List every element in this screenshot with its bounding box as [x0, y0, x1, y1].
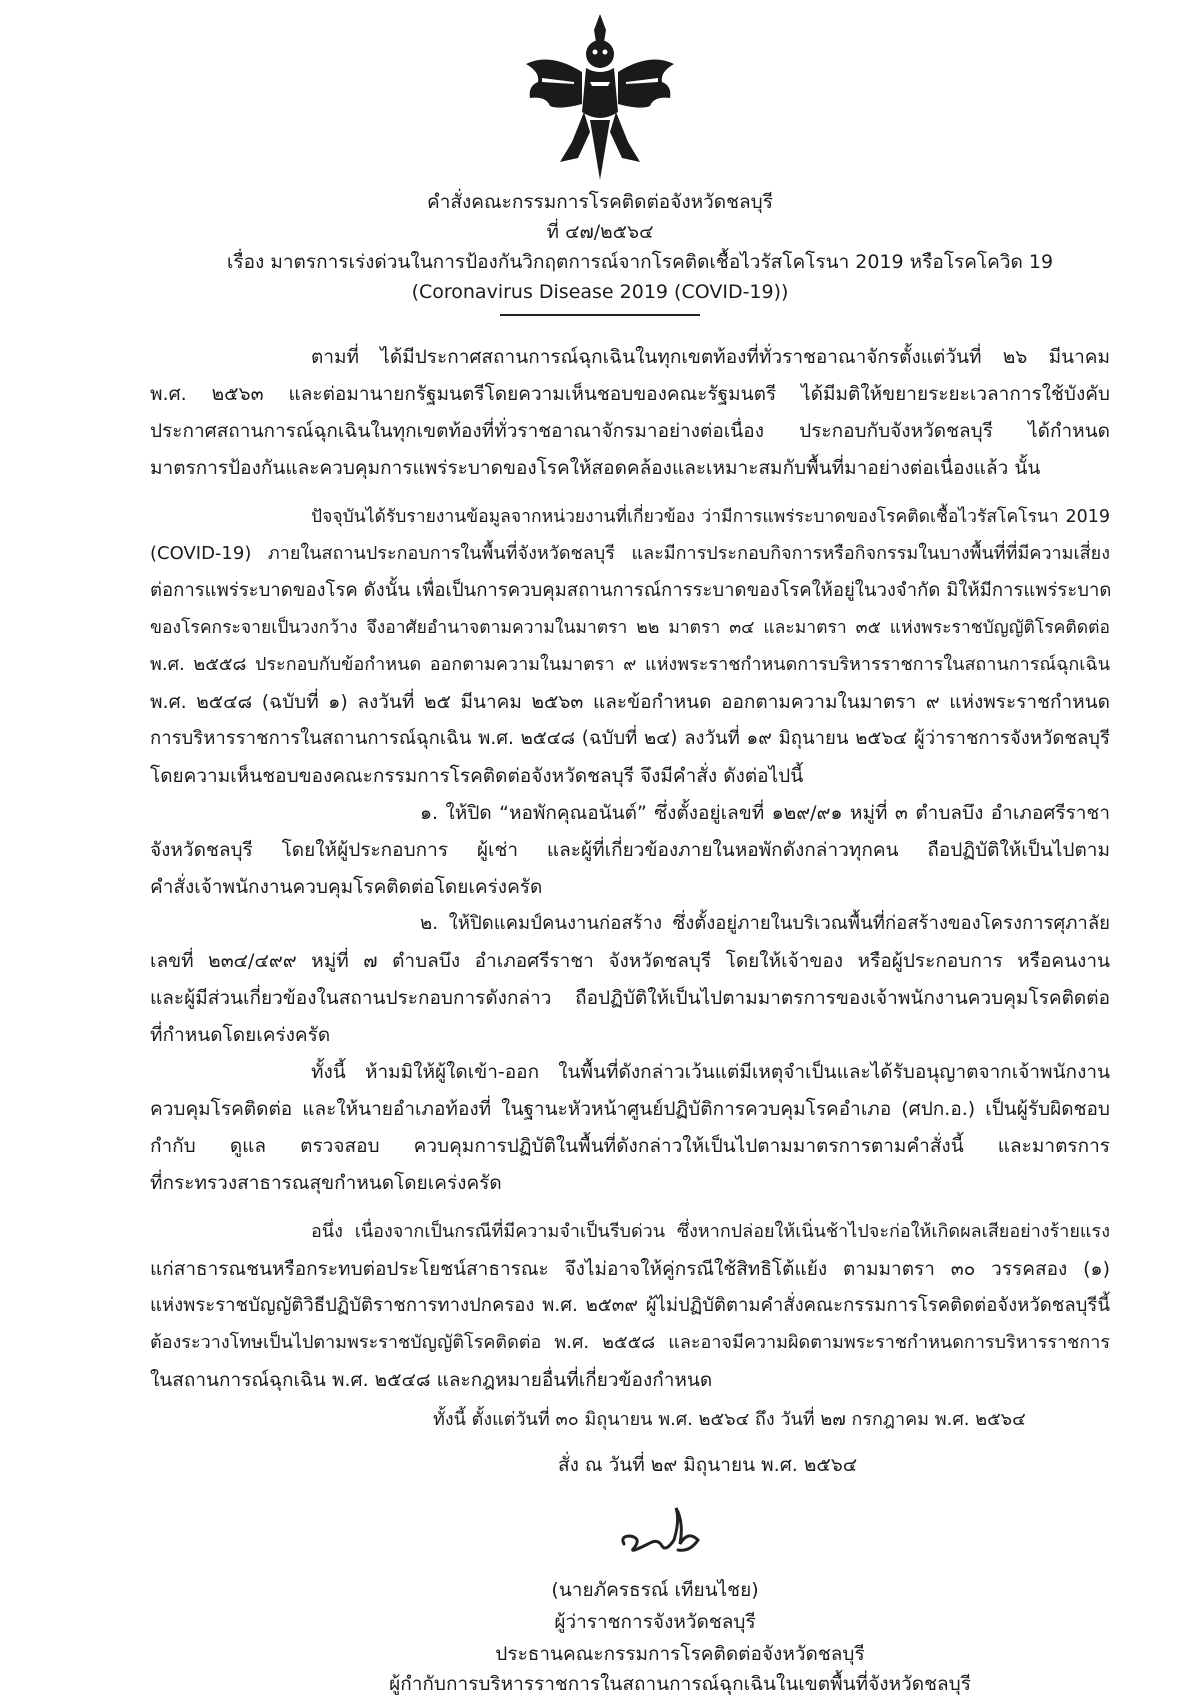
- effective-period: ทั้งนี้ ตั้งแต่วันที่ ๓๐ มิถุนายน พ.ศ. ๒๕๖๔ ถึง วันที่ ๒๗ กรกฎาคม พ.ศ. ๒๕๖๔: [433, 1409, 1026, 1430]
- text-line: พ.ศ. ๒๕๕๘ ประกอบกับข้อกำหนด ออกตามความในมาตรา ๙ แห่งพระราชกำหนดการบริหารราชการในสถานการณ์ฉุกเฉิน: [150, 654, 1110, 675]
- text-line: ที่กำหนดโดยเคร่งครัด: [150, 1024, 331, 1046]
- garuda-emblem-icon: [520, 12, 680, 182]
- text-line: ๑. ให้ปิด “หอพักคุณอนันต์” ซึ่งตั้งอยู่เลขที่ ๑๒๙/๙๑ หมู่ที่ ๓ ตำบลบึง อำเภอศรีราชา: [420, 802, 1110, 824]
- text-line: ควบคุมโรคติดต่อ และให้นายอำเภอท้องที่ ในฐานะหัวหน้าศูนย์ปฏิบัติการควบคุมโรคอำเภอ (ศปก.อ.) เป็นผู้รับผิดชอบ: [150, 1098, 1110, 1120]
- text-line: การบริหารราชการในสถานการณ์ฉุกเฉิน พ.ศ. ๒๕๔๘ (ฉบับที่ ๒๔) ลงวันที่ ๑๙ มิถุนายน ๒๕๖๔ ผู้ว่าราชการจังหวัดชลบุรี: [150, 728, 1110, 749]
- order-date: สั่ง ณ วันที่ ๒๙ มิถุนายน พ.ศ. ๒๕๖๔: [558, 1454, 858, 1476]
- text-line: แห่งพระราชบัญญัติวิธีปฏิบัติราชการทางปกครอง พ.ศ. ๒๕๓๙ ผู้ไม่ปฏิบัติตามคำสั่งคณะกรรมการโรคติดต่อจังหวัดชลบุรีนี้: [150, 1295, 1110, 1316]
- handwritten-signature-icon: [618, 1500, 708, 1562]
- order-number: ที่ ๔๗/๒๕๖๔: [546, 221, 654, 243]
- text-line: กำกับ ดูแล ตรวจสอบ ควบคุมการปฏิบัติในพื้นที่ดังกล่าวให้เป็นไปตามมาตรการตามคำสั่งนี้ และมาตรการ: [150, 1135, 1110, 1157]
- text-line: และผู้มีส่วนเกี่ยวข้องในสถานประกอบการดังกล่าว ถือปฏิบัติให้เป็นไปตามมาตรการของเจ้าพนักงานควบคุมโรคติดต่อ: [150, 987, 1110, 1009]
- header-divider: [500, 314, 700, 316]
- text-line: พ.ศ. ๒๕๔๘ (ฉบับที่ ๑) ลงวันที่ ๒๕ มีนาคม ๒๕๖๓ และข้อกำหนด ออกตามความในมาตรา ๙ แห่งพระราชกำหนด: [150, 691, 1110, 713]
- text-line: ที่กระทรวงสาธารณสุขกำหนดโดยเคร่งครัด: [150, 1172, 502, 1194]
- text-line: พ.ศ. ๒๕๖๓ และต่อมานายกรัฐมนตรีโดยความเห็นชอบของคณะรัฐมนตรี ได้มีมติให้ขยายระยะเวลาการใช้บังคับ: [150, 383, 1110, 405]
- signatory-position-governor: ผู้ว่าราชการจังหวัดชลบุรี: [554, 1611, 756, 1633]
- text-line: อนึ่ง เนื่องจากเป็นกรณีที่มีความจำเป็นรีบด่วน ซึ่งหากปล่อยให้เนิ่นช้าไปจะก่อให้เกิดผลเสียอย่างร้ายแรง: [311, 1221, 1110, 1242]
- text-line: มาตรการป้องกันและควบคุมการแพร่ระบาดของโรคให้สอดคล้องและเหมาะสมกับพื้นที่มาอย่างต่อเนื่องแล้ว นั้น: [150, 457, 1041, 479]
- text-line: ปัจจุบันได้รับรายงานข้อมูลจากหน่วยงานที่เกี่ยวข้อง ว่ามีการแพร่ระบาดของโรคติดเชื้อไวรัสโคโรนา 2019: [311, 507, 1110, 527]
- text-line: ต้องระวางโทษเป็นไปตามพระราชบัญญัติโรคติดต่อ พ.ศ. ๒๕๕๘ และอาจมีความผิดตามพระราชกำหนดการบริหารราชการ: [150, 1332, 1110, 1353]
- text-line: ๒. ให้ปิดแคมป์คนงานก่อสร้าง ซึ่งตั้งอยู่ภายในบริเวณพื้นที่ก่อสร้างของโครงการศุภาลัย: [420, 913, 1110, 934]
- text-line: ตามที่ ได้มีประกาศสถานการณ์ฉุกเฉินในทุกเขตท้องที่ทั่วราชอาณาจักรตั้งแต่วันที่ ๒๖ มีนาคม: [311, 346, 1110, 368]
- text-line: ประกาศสถานการณ์ฉุกเฉินในทุกเขตท้องที่ทั่วราชอาณาจักรมาอย่างต่อเนื่อง ประกอบกับจังหวัดชลบุรี ได้กำหนด: [150, 420, 1110, 442]
- signatory-position-chair: ประธานคณะกรรมการโรคติดต่อจังหวัดชลบุรี: [495, 1643, 865, 1665]
- signatory-position-supervisor: ผู้กำกับการบริหารราชการในสถานการณ์ฉุกเฉินในเขตพื้นที่จังหวัดชลบุรี: [389, 1673, 971, 1695]
- order-title: คำสั่งคณะกรรมการโรคติดต่อจังหวัดชลบุรี: [427, 191, 773, 213]
- text-line: แก่สาธารณชนหรือกระทบต่อประโยชน์สาธารณะ จึงไม่อาจให้คู่กรณีใช้สิทธิโต้แย้ง ตามมาตรา ๓๐ วรรคสอง (๑): [150, 1258, 1110, 1280]
- text-line: เลขที่ ๒๓๔/๔๙๙ หมู่ที่ ๗ ตำบลบึง อำเภอศรีราชา จังหวัดชลบุรี โดยให้เจ้าของ หรือผู้ประกอบการ หรือคนงาน: [150, 950, 1110, 972]
- text-line: คำสั่งเจ้าพนักงานควบคุมโรคติดต่อโดยเคร่งครัด: [150, 876, 543, 898]
- text-line: ในสถานการณ์ฉุกเฉิน พ.ศ. ๒๕๔๘ และกฎหมายอื่นที่เกี่ยวข้องกำหนด: [150, 1369, 713, 1391]
- text-line: ต่อการแพร่ระบาดของโรค ดังนั้น เพื่อเป็นการควบคุมสถานการณ์การระบาดของโรคให้อยู่ในวงจำกัด มิให้มีการแพร่ระบาด: [150, 580, 1112, 601]
- text-line: โดยความเห็นชอบของคณะกรรมการโรคติดต่อจังหวัดชลบุรี จึงมีคำสั่ง ดังต่อไปนี้: [150, 765, 804, 787]
- text-line: ทั้งนี้ ห้ามมิให้ผู้ใดเข้า-ออก ในพื้นที่ดังกล่าวเว้นแต่มีเหตุจำเป็นและได้รับอนุญาตจากเจ้าพนักงาน: [311, 1061, 1110, 1083]
- order-subject: เรื่อง มาตรการเร่งด่วนในการป้องกันวิกฤตการณ์จากโรคติดเชื้อไวรัสโคโรนา 2019 หรือโรคโควิด 19: [226, 251, 1054, 273]
- order-subject-english: (Coronavirus Disease 2019 (COVID-19)): [411, 281, 789, 303]
- text-line: จังหวัดชลบุรี โดยให้ผู้ประกอบการ ผู้เช่า และผู้ที่เกี่ยวข้องภายในหอพักดังกล่าวทุกคน ถือปฏิบัติให้เป็นไปตาม: [150, 839, 1110, 861]
- text-line: (COVID-19) ภายในสถานประกอบการในพื้นที่จังหวัดชลบุรี และมีการประกอบกิจการหรือกิจกรรมในบางพื้นที่ที่มีความเสี่ยง: [150, 543, 1110, 564]
- text-line: ของโรคกระจายเป็นวงกว้าง จึงอาศัยอำนาจตามความในมาตรา ๒๒ มาตรา ๓๔ และมาตรา ๓๕ แห่งพระราชบัญญัติโรคติดต่อ: [150, 618, 1110, 638]
- signatory-name: (นายภัครธรณ์ เทียนไชย): [551, 1579, 759, 1601]
